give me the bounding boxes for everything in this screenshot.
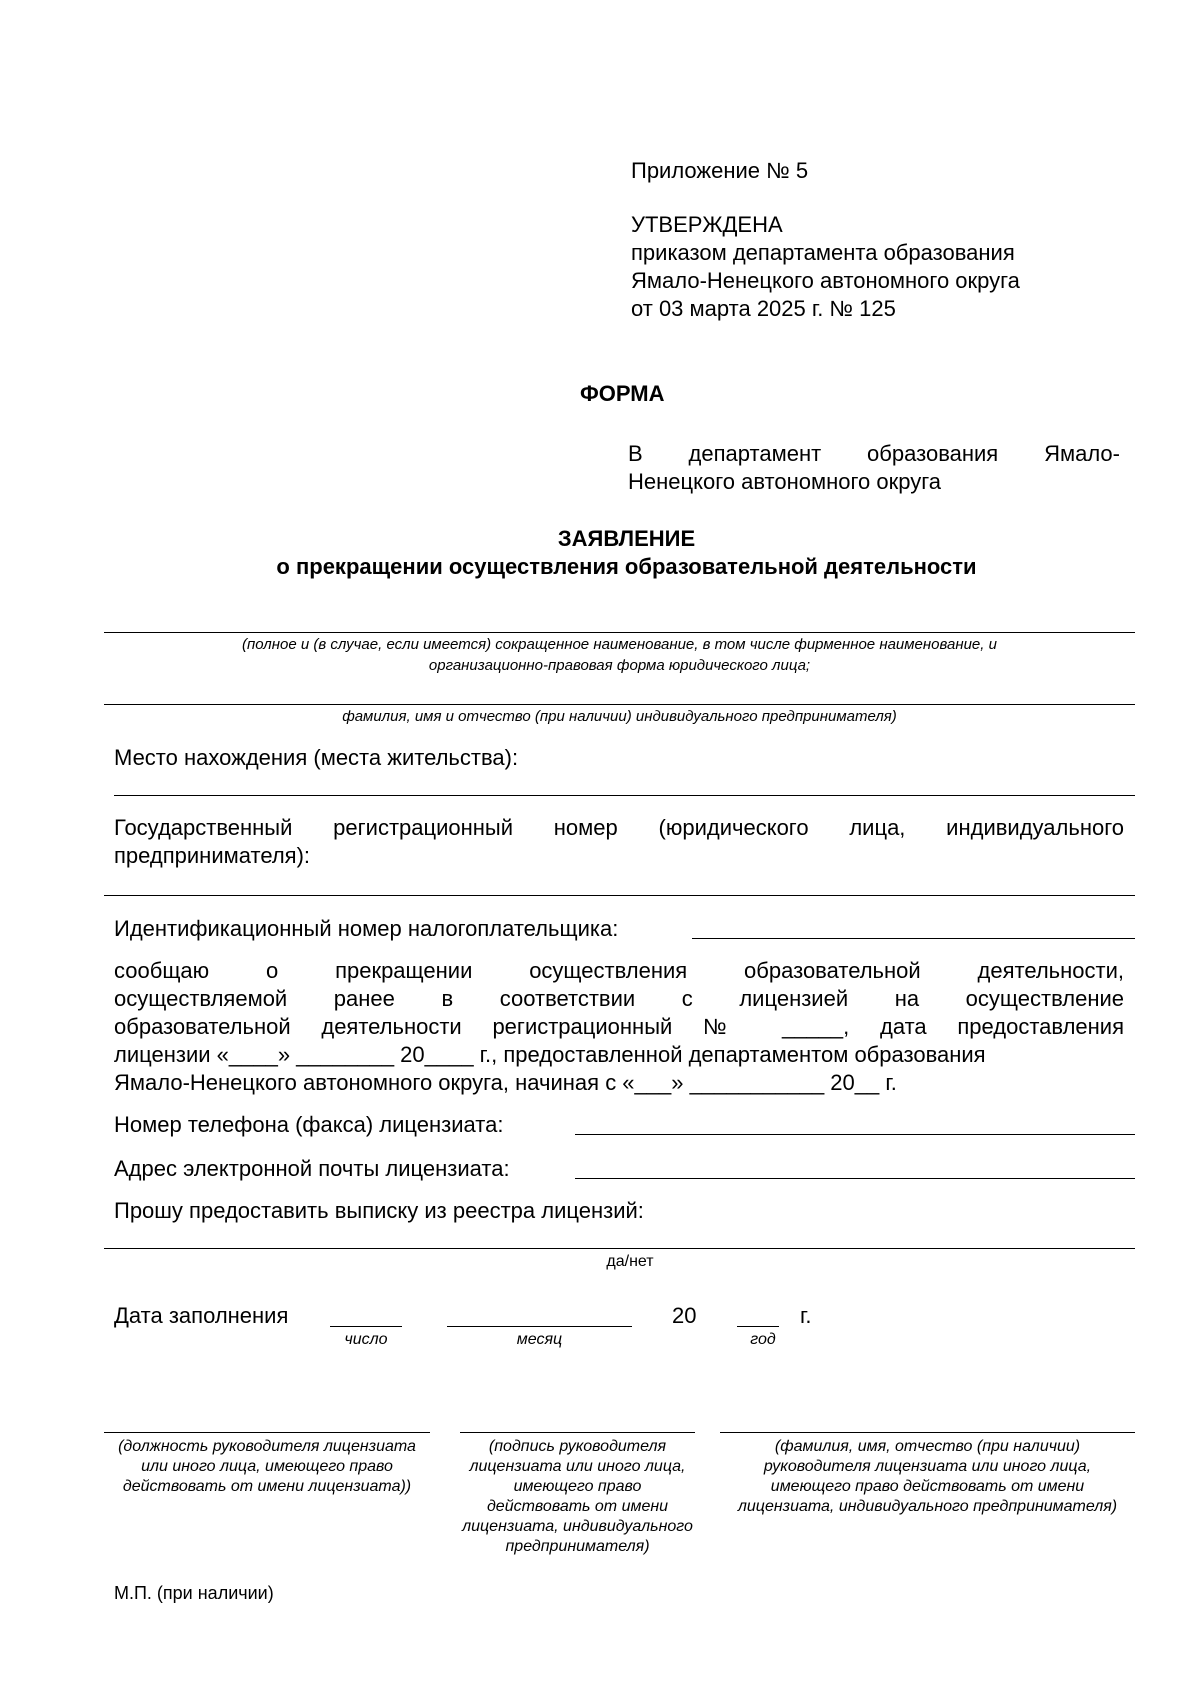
- extract-caption: да/нет: [606, 1253, 654, 1270]
- statement-line-5: Ямало-Ненецкого автономного округа, начиная с «___» ___________ 20__ г.: [114, 1070, 897, 1095]
- date-month-caption: месяц: [516, 1331, 563, 1348]
- addressee-line-2: Ненецкого автономного округа: [628, 469, 942, 494]
- document-subtitle: о прекращении осуществления образовательной деятельности: [276, 554, 977, 579]
- signature-field[interactable]: [460, 1432, 695, 1433]
- statement-paragraph: [114, 957, 1124, 1097]
- location-field[interactable]: [114, 795, 1135, 796]
- approved-date-line: от 03 марта 2025 г. № 125: [631, 296, 896, 321]
- stamp-note: М.П. (при наличии): [114, 1583, 274, 1603]
- date-day-field[interactable]: [330, 1326, 402, 1327]
- extract-field[interactable]: [104, 1248, 1135, 1249]
- position-field[interactable]: [104, 1432, 430, 1433]
- addressee-line-1: В департамент образования Ямало-: [628, 441, 1120, 466]
- reg-number-label-1: Государственный регистрационный номер (юридического лица, индивидуального: [114, 815, 1124, 840]
- date-year-prefix: 20: [672, 1303, 697, 1328]
- org-name-caption-2: организационно-правовая форма юридического лица;: [428, 657, 811, 674]
- entrepreneur-name-caption: фамилия, имя и отчество (при наличии) индивидуального предпринимателя): [342, 708, 897, 725]
- approved-order-line: приказом департамента образования: [631, 240, 1015, 265]
- approved-region-line: Ямало-Ненецкого автономного округа: [631, 268, 1020, 293]
- form-label: ФОРМА: [580, 381, 665, 406]
- date-year-field[interactable]: [737, 1326, 779, 1327]
- statement-line-2: осуществляемой ранее в соответствии с лицензией на осуществление: [114, 986, 1124, 1011]
- inn-label: Идентификационный номер налогоплательщика:: [114, 916, 619, 941]
- appendix-number: Приложение № 5: [631, 158, 809, 183]
- full-name-caption: (фамилия, имя, отчество (при наличии) руководителя лицензиата или иного лица, имеющего право действовать от имени лицензиата, индивидуального предпринимателя): [737, 1438, 1118, 1515]
- reg-number-label-2: предпринимателя):: [114, 843, 311, 868]
- phone-label: Номер телефона (факса) лицензиата:: [114, 1112, 504, 1137]
- signature-caption: (подпись руководителя лицензиата или иного лица, имеющего право действовать от имени лицензиата, индивидуального предпринимателя): [462, 1438, 693, 1555]
- date-fill-label: Дата заполнения: [114, 1303, 289, 1328]
- date-year-suffix: г.: [800, 1303, 812, 1328]
- email-field[interactable]: [575, 1178, 1135, 1179]
- position-caption: (должность руководителя лицензиата или иного лица, имеющего право действовать от имени лицензиата)): [118, 1438, 416, 1495]
- statement-line-1: сообщаю о прекращении осуществления образовательной деятельности,: [114, 958, 1124, 983]
- phone-field[interactable]: [575, 1134, 1135, 1135]
- entrepreneur-name-field[interactable]: [104, 704, 1135, 705]
- reg-number-field[interactable]: [104, 895, 1135, 896]
- org-name-field[interactable]: [104, 632, 1135, 633]
- full-name-field[interactable]: [720, 1432, 1135, 1433]
- statement-line-4: лицензии «____» ________ 20____ г., предоставленной департаментом образования: [114, 1042, 986, 1067]
- statement-line-3: образовательной деятельности регистрационный № _____, дата предоставления: [114, 1014, 1124, 1039]
- date-year-caption: год: [750, 1331, 776, 1348]
- date-day-caption: число: [344, 1331, 388, 1348]
- document-title: ЗАЯВЛЕНИЕ: [557, 526, 696, 551]
- location-label: Место нахождения (места жительства):: [114, 745, 519, 770]
- email-label: Адрес электронной почты лицензиата:: [114, 1156, 510, 1181]
- approved-label: УТВЕРЖДЕНА: [631, 212, 783, 237]
- date-month-field[interactable]: [447, 1326, 632, 1327]
- inn-field[interactable]: [692, 938, 1135, 939]
- extract-label: Прошу предоставить выписку из реестра лицензий:: [114, 1198, 644, 1223]
- org-name-caption-1: (полное и (в случае, если имеется) сокращенное наименование, в том числе фирменное наименование, и: [242, 636, 997, 653]
